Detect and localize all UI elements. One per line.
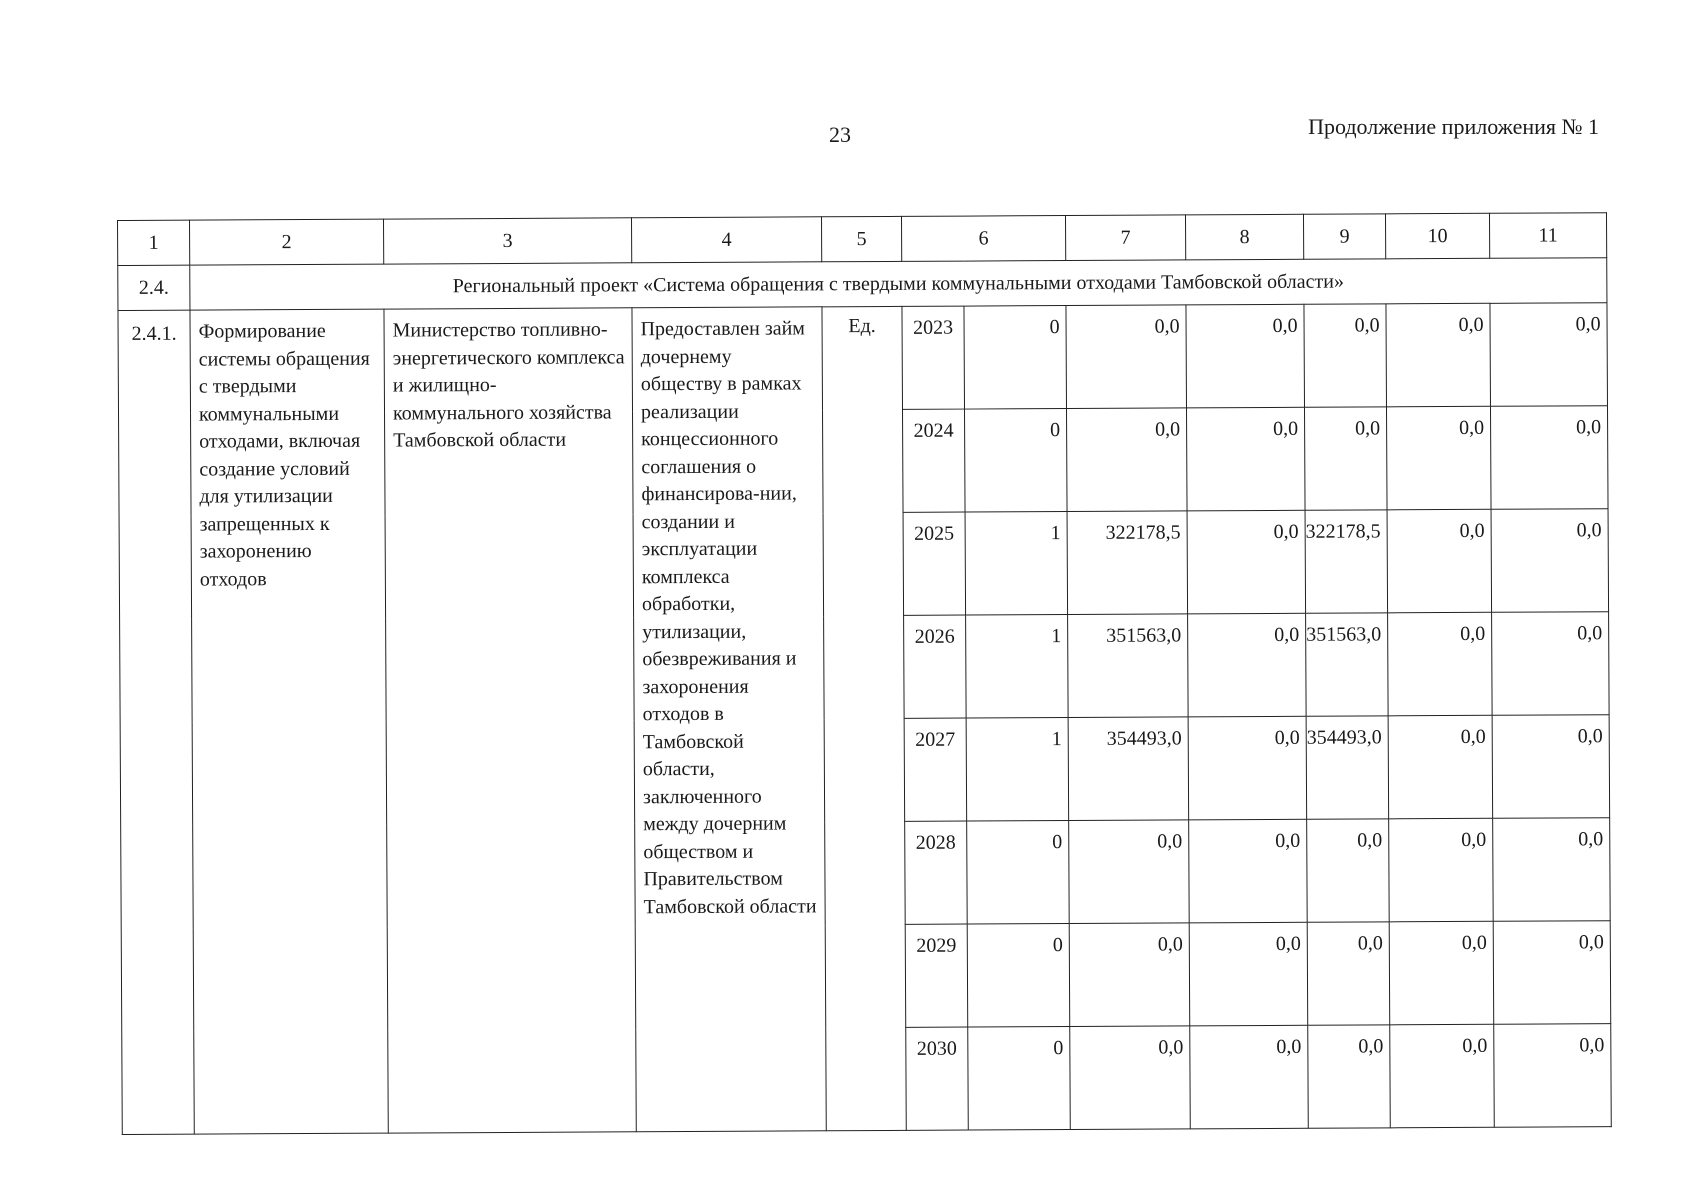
col10-cell: 0,0 — [1388, 715, 1493, 819]
col10-cell: 0,0 — [1387, 509, 1492, 613]
year-cell: 2025 — [903, 512, 966, 615]
program-table — [117, 212, 1612, 1135]
col7-cell: 0,0 — [1070, 1026, 1191, 1130]
column-number-header: 3 — [383, 218, 631, 264]
col8-cell: 0,0 — [1188, 716, 1307, 820]
item-unit: Ед. — [822, 306, 906, 1130]
col11-cell: 0,0 — [1494, 1024, 1612, 1128]
col9-cell: 0,0 — [1307, 922, 1390, 1025]
col9-cell: 354493,0 — [1306, 716, 1389, 819]
year-cell: 2027 — [904, 718, 967, 821]
value-cell: 1 — [966, 718, 1069, 822]
value-cell: 1 — [965, 512, 1068, 616]
year-cell: 2024 — [903, 409, 966, 512]
value-cell: 0 — [965, 409, 1068, 513]
value-cell: 0 — [968, 1027, 1071, 1131]
column-number-header: 4 — [631, 217, 821, 263]
col11-cell: 0,0 — [1491, 509, 1609, 613]
col11-cell: 0,0 — [1493, 818, 1611, 922]
section-title: Региональный проект «Система обращения с твердыми коммунальными отходами Тамбовской области» — [190, 258, 1607, 310]
column-number-header: 11 — [1489, 213, 1606, 259]
year-cell: 2028 — [905, 821, 968, 924]
page-number: 23 — [829, 122, 851, 147]
year-cell: 2023 — [902, 306, 965, 409]
item-code: 2.4.1. — [118, 310, 194, 1134]
year-row — [118, 303, 1608, 414]
column-number-header: 9 — [1303, 214, 1385, 259]
col11-cell: 0,0 — [1490, 303, 1608, 407]
col8-cell: 0,0 — [1190, 1025, 1309, 1129]
item-name: Формирование системы обращения с твердыми коммунальными отходами, включая создание условий для утилизации запрещенных к захоронению отходов — [190, 309, 388, 1134]
col9-cell: 0,0 — [1308, 1025, 1391, 1128]
item-executor: Министерство топливно-энергетического комплекса и жилищно-коммунального хозяйства Тамбовской области — [384, 308, 636, 1133]
value-cell: 1 — [966, 615, 1069, 719]
value-cell: 0 — [964, 306, 1067, 410]
col9-cell: 0,0 — [1304, 304, 1387, 407]
col8-cell: 0,0 — [1186, 304, 1305, 408]
column-number-header: 5 — [821, 216, 901, 261]
col11-cell: 0,0 — [1490, 406, 1608, 510]
col8-cell: 0,0 — [1189, 819, 1308, 923]
col11-cell: 0,0 — [1493, 921, 1611, 1025]
column-number-header: 6 — [901, 216, 1065, 262]
col7-cell: 322178,5 — [1067, 511, 1188, 615]
col10-cell: 0,0 — [1386, 406, 1491, 510]
year-cell: 2029 — [905, 924, 968, 1027]
section-row — [118, 258, 1607, 311]
col10-cell: 0,0 — [1389, 921, 1494, 1025]
col10-cell: 0,0 — [1390, 1024, 1495, 1128]
value-cell: 0 — [967, 924, 1070, 1028]
col8-cell: 0,0 — [1188, 613, 1307, 717]
col10-cell: 0,0 — [1386, 303, 1491, 407]
col7-cell: 0,0 — [1069, 923, 1190, 1027]
col8-cell: 0,0 — [1189, 922, 1308, 1026]
column-number-header: 2 — [190, 219, 384, 265]
col7-cell: 0,0 — [1067, 408, 1188, 512]
col11-cell: 0,0 — [1492, 612, 1610, 716]
column-number-header-row — [118, 213, 1607, 266]
year-cell: 2030 — [906, 1027, 969, 1130]
column-number-header: 8 — [1185, 214, 1303, 260]
value-cell: 0 — [967, 821, 1070, 925]
section-code: 2.4. — [118, 265, 190, 310]
col9-cell: 0,0 — [1307, 819, 1390, 922]
col8-cell: 0,0 — [1186, 407, 1305, 511]
col9-cell: 0,0 — [1304, 407, 1387, 510]
col7-cell: 354493,0 — [1068, 717, 1189, 821]
year-cell: 2026 — [904, 615, 967, 718]
col8-cell: 0,0 — [1187, 510, 1306, 614]
column-number-header: 10 — [1385, 213, 1489, 259]
col9-cell: 322178,5 — [1305, 510, 1388, 613]
col11-cell: 0,0 — [1492, 715, 1610, 819]
col10-cell: 0,0 — [1389, 818, 1494, 922]
col7-cell: 0,0 — [1066, 305, 1187, 409]
col7-cell: 0,0 — [1069, 820, 1190, 924]
column-number-header: 1 — [118, 220, 190, 265]
col10-cell: 0,0 — [1388, 612, 1493, 716]
appendix-note: Продолжение приложения № 1 — [1308, 114, 1599, 139]
col9-cell: 351563,0 — [1306, 613, 1389, 716]
column-number-header: 7 — [1065, 215, 1185, 261]
col7-cell: 351563,0 — [1068, 614, 1189, 718]
item-result: Предоставлен займ дочернему обществу в рамках реализации концессионного соглашения о финансирова-нии, создании и эксплуатации комплекса обработки, утилизации, обезвреживания и захоронения отходов в Тамбовской области, заключенного между дочерним обществом и Правительством Тамбовской области — [632, 307, 826, 1132]
